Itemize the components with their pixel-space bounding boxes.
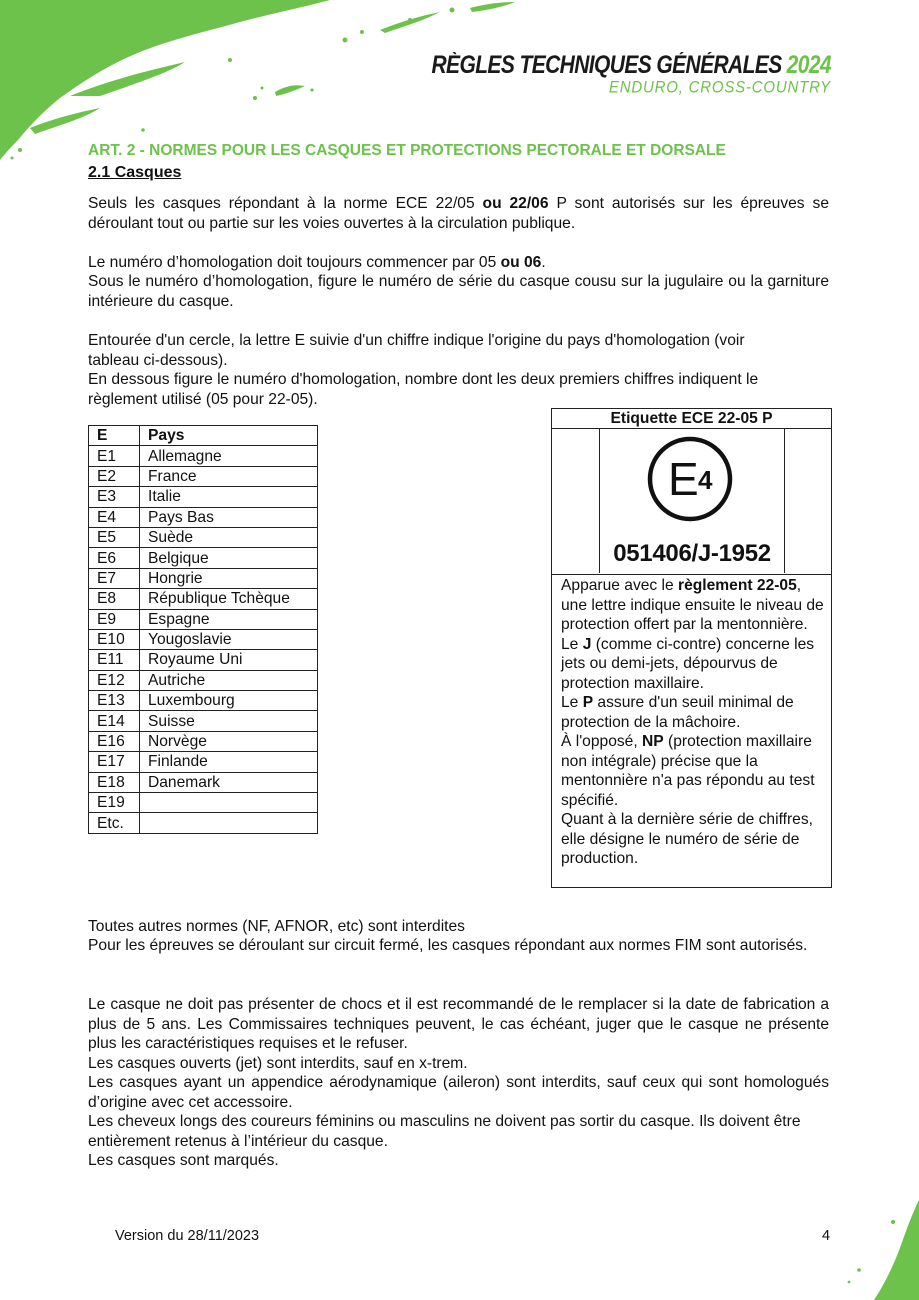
country-name-cell: Hongrie <box>140 568 318 588</box>
table-row <box>89 487 318 507</box>
article-title: ART. 2 - NORMES POUR LES CASQUES ET PROTECTIONS PECTORALE ET DORSALE <box>88 142 726 159</box>
paragraph-serial-number: Sous le numéro d’homologation, figure le numéro de série du casque cousu sur la jugulaire ou la garniture intérieure du casque. <box>88 273 829 310</box>
table-row <box>89 507 318 527</box>
table-row <box>89 813 318 833</box>
paragraph-aerodynamic: Les casques ayant un appendice aérodynamique (aileron) sont interdits, sauf ceux qui sont homologués d’origine avec cet accessoire. <box>88 1074 829 1111</box>
section-heading: 2.1 Casques <box>88 164 182 181</box>
ece-label-number: 051406/J-1952 <box>613 540 771 567</box>
table-header-row <box>89 426 318 446</box>
country-name-cell <box>140 793 318 813</box>
table-row <box>89 793 318 813</box>
table-row <box>89 670 318 690</box>
table-row <box>89 589 318 609</box>
country-code-cell: E16 <box>89 731 140 751</box>
country-name-cell: Suisse <box>140 711 318 731</box>
ece-mark-letter: E <box>668 453 699 505</box>
country-name-cell: Suède <box>140 527 318 547</box>
country-name-cell: Danemark <box>140 772 318 792</box>
paragraph-long-hair: Les cheveux longs des coureurs féminins ou masculins ne doivent pas sortir du casque. Ils doivent être entièrement retenus à l’intérieur du casque. <box>88 1113 801 1150</box>
country-code-cell: E10 <box>89 629 140 649</box>
country-name-cell: Yougoslavie <box>140 629 318 649</box>
country-code-table <box>88 425 318 834</box>
table-row <box>89 568 318 588</box>
header-title-text: RÈGLES TECHNIQUES GÉNÉRALES <box>431 52 782 80</box>
ece-label-box <box>551 408 832 888</box>
country-name-cell: Norvège <box>140 731 318 751</box>
table-row <box>89 548 318 568</box>
country-code-cell: E2 <box>89 466 140 486</box>
table-row <box>89 731 318 751</box>
country-code-cell: E13 <box>89 691 140 711</box>
document-header-subtitle: ENDURO, CROSS-COUNTRY <box>608 78 831 97</box>
paragraph-helmet-condition: Le casque ne doit pas présenter de chocs et il est recommandé de le remplacer si la date de fabrication a plus de 5 ans. Les Commissaires techniques peuvent, le cas échéant, juger que le casque ne présente plus les caractéristiques requises et le refuser. <box>88 996 829 1052</box>
country-name-cell: Belgique <box>140 548 318 568</box>
country-code-cell: E5 <box>89 527 140 547</box>
country-code-cell: E3 <box>89 487 140 507</box>
table-row <box>89 711 318 731</box>
table-row <box>89 691 318 711</box>
country-name-cell: Autriche <box>140 670 318 690</box>
country-code-cell: E18 <box>89 772 140 792</box>
country-name-cell: Luxembourg <box>140 691 318 711</box>
country-code-cell: E4 <box>89 507 140 527</box>
country-code-cell: E17 <box>89 752 140 772</box>
paragraph-fim-norms: Pour les épreuves se déroulant sur circuit fermé, les casques répondant aux normes FIM sont autorisés. <box>88 937 808 954</box>
ece-label-title: Etiquette ECE 22-05 P <box>552 409 831 429</box>
country-code-cell: E9 <box>89 609 140 629</box>
country-name-cell <box>140 813 318 833</box>
country-name-cell: Finlande <box>140 752 318 772</box>
country-code-cell: E6 <box>89 548 140 568</box>
footer-brush-decoration <box>819 1200 919 1300</box>
table-row <box>89 752 318 772</box>
country-name-cell: Allemagne <box>140 446 318 466</box>
paragraph-ece-norm: Seuls les casques répondant à la norme ECE 22/05 ou 22/06 P sont autorisés sur les épreuves se déroulant tout ou partie sur les voies ouvertes à la circulation publique. <box>88 195 829 232</box>
table-row <box>89 527 318 547</box>
header-year: 2024 <box>786 52 831 80</box>
column-header-pays: Pays <box>140 426 318 446</box>
country-name-cell: Pays Bas <box>140 507 318 527</box>
paragraph-marked: Les casques sont marqués. <box>88 1152 279 1169</box>
paragraph-homologation-number: Le numéro d’homologation doit toujours commencer par 05 ou 06. <box>88 254 546 271</box>
table-row <box>89 446 318 466</box>
column-header-e: E <box>89 426 140 446</box>
footer-version: Version du 28/11/2023 <box>115 1228 260 1244</box>
country-name-cell: République Tchèque <box>140 589 318 609</box>
country-code-cell: E19 <box>89 793 140 813</box>
country-name-cell: Royaume Uni <box>140 650 318 670</box>
table-row <box>89 609 318 629</box>
country-name-cell: France <box>140 466 318 486</box>
paragraph-regulation: En dessous figure le numéro d'homologation, nombre dont les deux premiers chiffres indiquent le règlement utilisé (05 pour 22-05). <box>88 371 759 408</box>
ece-label-divider <box>552 574 831 575</box>
table-row <box>89 629 318 649</box>
page-number: 4 <box>822 1228 831 1244</box>
paragraph-other-norms: Toutes autres normes (NF, AFNOR, etc) sont interdites <box>88 918 465 935</box>
country-name-cell: Italie <box>140 487 318 507</box>
ece-label-explanation: Apparue avec le règlement 22-05, une lettre indique ensuite le niveau de protection offert par la mentonnière. Le J (comme ci-contre) concerne les jets ou demi-jets, dépourvus de protection maxillaire. Le P assure d'un seuil minimal de protection de la mâchoire. À l'opposé, NP (protection maxillaire non intégrale) précise que la mentonnière n'a pas répondu au test spécifié. Quant à la dernière série de chiffres, elle désigne le numéro de série de production. <box>561 577 824 867</box>
paragraph-country-origin: Entourée d'un cercle, la lettre E suivie d'un chiffre indique l'origine du pays d'homologation (voir tableau ci-dessous). <box>88 332 745 369</box>
country-code-cell: E7 <box>89 568 140 588</box>
country-code-cell: Etc. <box>89 813 140 833</box>
country-code-cell: E1 <box>89 446 140 466</box>
document-header-title <box>431 52 831 80</box>
table-row <box>89 650 318 670</box>
ece-mark-digit: 4 <box>698 465 713 495</box>
paragraph-open-helmets: Les casques ouverts (jet) sont interdits, sauf en x-trem. <box>88 1055 468 1072</box>
country-code-cell: E12 <box>89 670 140 690</box>
country-name-cell: Espagne <box>140 609 318 629</box>
country-code-cell: E14 <box>89 711 140 731</box>
country-code-cell: E8 <box>89 589 140 609</box>
ece-circle-mark-icon <box>600 429 784 539</box>
table-row <box>89 466 318 486</box>
ece-label-image <box>599 429 785 573</box>
country-code-cell: E11 <box>89 650 140 670</box>
table-row <box>89 772 318 792</box>
